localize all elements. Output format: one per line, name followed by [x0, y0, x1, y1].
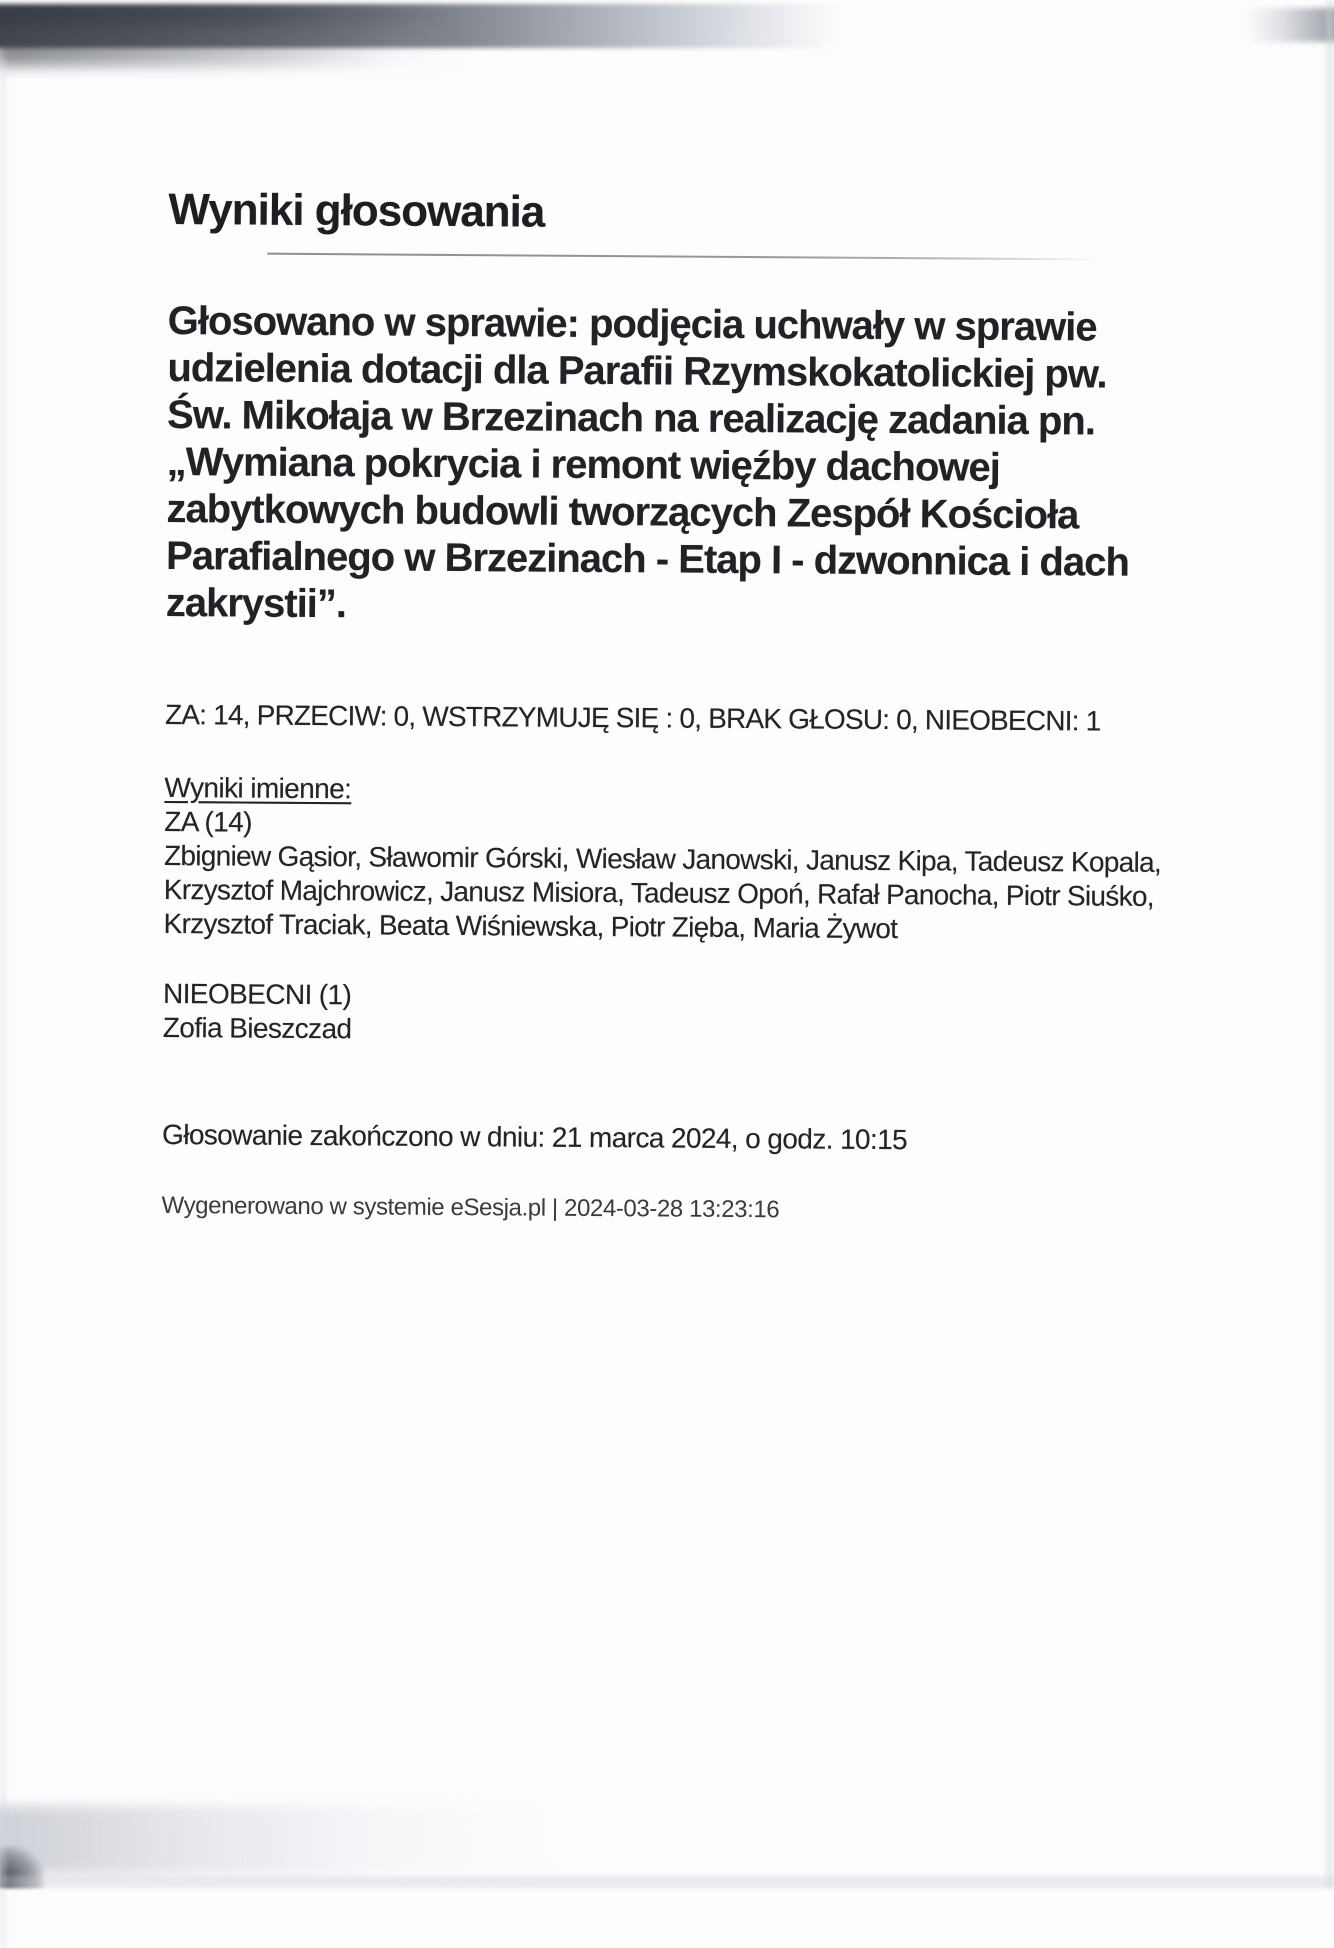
za-names-line: Krzysztof Majchrowicz, Janusz Misiora, Tadeusz Opoń, Rafał Panocha, Piotr Siuśko, [163, 873, 1154, 912]
motion-line: „Wymiana pokrycia i remont więźby dachowej [166, 439, 1000, 490]
motion-line: Parafialnego w Brzezinach - Etap I - dzwonnica i dach [165, 533, 1129, 585]
motion-line: Głosowano w sprawie: podjęcia uchwały w sprawie [167, 298, 1097, 350]
za-group-names [163, 839, 1194, 948]
named-results-heading: Wyniki imienne: [164, 771, 352, 805]
vote-summary: ZA: 14, PRZECIW: 0, WSTRZYMUJĘ SIĘ : 0, BRAK GŁOSU: 0, NIEOBECNI: 1 [164, 698, 1101, 737]
voting-closed-line: Głosowanie zakończono w dniu: 21 marca 2024, o godz. 10:15 [161, 1118, 908, 1156]
absent-member-name: Zofia Bieszczad [162, 1011, 352, 1045]
motion-subject [166, 298, 1198, 634]
motion-line: zabytkowych budowli tworzących Zespół Kościoła [166, 486, 1079, 538]
scan-artifact-bottom-strip [0, 1876, 1334, 1888]
motion-line: Św. Mikołaja w Brzezinach na realizację zadania pn. [166, 392, 1096, 444]
document-content [161, 0, 1199, 1228]
za-group-label: ZA (14) [164, 805, 252, 838]
motion-line: zakrystii”. [165, 580, 347, 627]
generated-footer: Wygenerowano w systemie eSesja.pl | 2024-03-28 13:23:16 [161, 1191, 780, 1224]
scan-artifact-right-edge [1326, 0, 1334, 1888]
page-title: Wyniki głosowania [168, 184, 545, 237]
motion-line: udzielenia dotacji dla Parafii Rzymskokatolickiej pw. [167, 345, 1107, 397]
scan-artifact-bottom-corner-mark [0, 1846, 44, 1888]
scan-artifact-bottom-smudge [0, 1806, 580, 1874]
za-names-line: Krzysztof Traciak, Beata Wiśniewska, Piotr Zięba, Maria Żywot [163, 907, 898, 945]
absent-group-label: NIEOBECNI (1) [162, 977, 352, 1011]
za-names-line: Zbigniew Gąsior, Sławomir Górski, Wiesław Janowski, Janusz Kipa, Tadeusz Kopala, [163, 839, 1162, 878]
scan-artifact-top-right-patch [1236, 8, 1334, 42]
title-divider [267, 253, 1099, 261]
scan-artifact-left-edge [0, 60, 6, 1948]
